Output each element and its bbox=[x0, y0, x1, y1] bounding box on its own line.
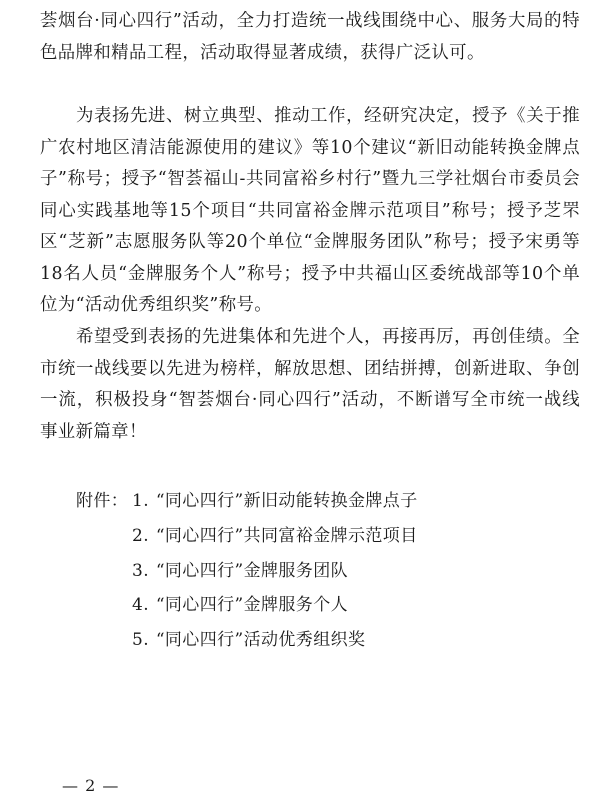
attachment-item bbox=[132, 628, 418, 663]
attachment-number: 2. bbox=[132, 525, 150, 546]
attachments-label: 附件： bbox=[76, 491, 129, 511]
attachment-title: “同心四行”新旧动能转换金牌点子 bbox=[155, 491, 418, 511]
attachment-title: “同心四行”金牌服务团队 bbox=[155, 560, 348, 581]
attachment-number: 4. bbox=[132, 595, 150, 616]
attachment-item bbox=[132, 559, 418, 594]
body-paragraph-2: 为表扬先进、树立典型、推动工作，经研究决定，授予《关于推广农村地区清洁能源使用的建议》等10个建议“新旧动能转换金牌点子”称号；授予“智荟福山-共同富裕乡村行”暨九三学社烟台市委员会同心实践基地等15个项目“共同富裕金牌示范项目”称号；授予芝罘区“芝新”志愿服务队等20个单位“金牌服务团队”称号；授予宋勇等18名人员“金牌服务个人”称号；授予中共福山区委统战部等10个单位为“活动优秀组织奖”称号。 bbox=[40, 106, 580, 315]
attachment-item bbox=[132, 524, 418, 559]
attachment-title: “同心四行”活动优秀组织奖 bbox=[155, 630, 366, 651]
attachment-title: “同心四行”共同富裕金牌示范项目 bbox=[155, 525, 418, 546]
body-paragraph-1: 荟烟台·同心四行”活动，全力打造统一战线围绕中心、服务大局的特色品牌和精品工程，活动取得显著成绩，获得广泛认可。 bbox=[40, 11, 580, 63]
attachment-number: 5. bbox=[132, 630, 150, 651]
attachments-list bbox=[132, 489, 418, 663]
page-number: — 2 — bbox=[62, 776, 120, 795]
attachment-number: 1. bbox=[132, 491, 150, 511]
body-paragraph-3: 希望受到表扬的先进集体和先进个人，再接再厉，再创佳绩。全市统一战线要以先进为榜样，解放思想、团结拼搏，创新进取、争创一流，积极投身“智荟烟台·同心四行”活动，不断谱写全市统一战线事业新篇章！ bbox=[40, 327, 580, 442]
attachment-item bbox=[132, 489, 418, 524]
attachment-number: 3. bbox=[132, 560, 150, 581]
attachment-item bbox=[132, 593, 418, 628]
attachment-title: “同心四行”金牌服务个人 bbox=[155, 595, 348, 616]
